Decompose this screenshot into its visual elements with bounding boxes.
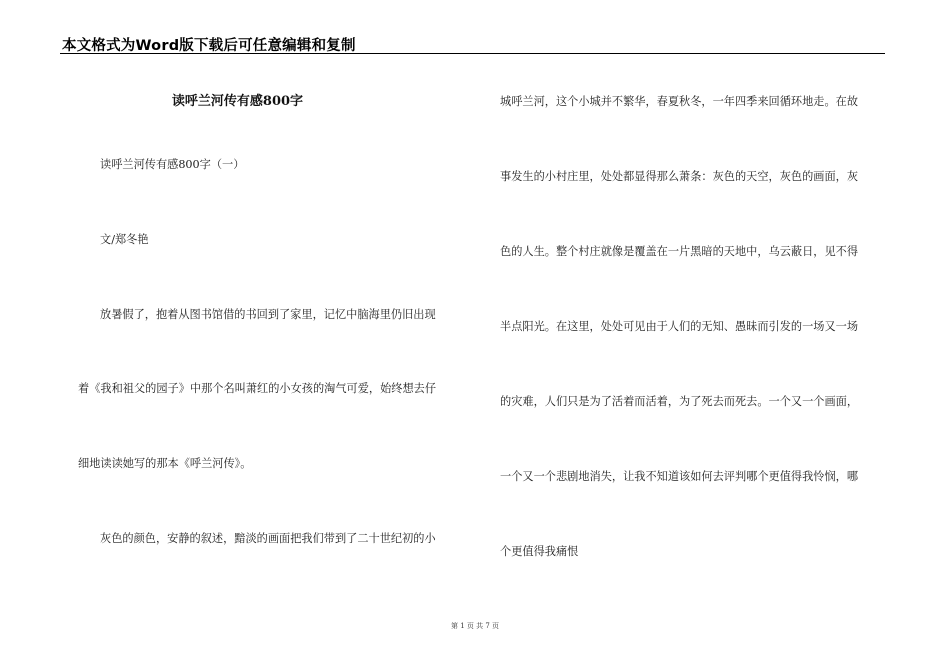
document-title: 读呼兰河传有感800字 [171, 94, 304, 109]
right-line-1: 城呼兰河，这个小城并不繁华，春夏秋冬，一年四季来回循环地走。在故 [500, 95, 859, 108]
left-line-paragraph1-1: 放暑假了，抱着从图书馆借的书回到了家里，记忆中脑海里仍旧出现 [100, 308, 436, 321]
left-line-paragraph1-2: 着《我和祖父的园子》中那个名叫萧红的小女孩的淘气可爱，始终想去仔 [78, 382, 437, 395]
page-header-title: 本文格式为Word版下载后可任意编辑和复制 [62, 38, 356, 54]
right-line-3: 色的人生。整个村庄就像是覆盖在一片黑暗的天地中，乌云蔽日，见不得 [500, 245, 859, 258]
right-line-6: 一个又一个悲剧地消失，让我不知道该如何去评判哪个更值得我怜悯，哪 [500, 470, 859, 483]
header-divider [60, 53, 885, 54]
right-line-2: 事发生的小村庄里，处处都显得那么萧条：灰色的天空，灰色的画面，灰 [500, 170, 859, 183]
right-line-5: 的灾难，人们只是为了活着而活着，为了死去而死去。一个又一个画面， [500, 395, 859, 408]
page-number-text: 第 1 页 共 7 页 [450, 622, 500, 630]
left-line-subtitle: 读呼兰河传有感800字（一） [100, 158, 245, 171]
right-line-4: 半点阳光。在这里，处处可见由于人们的无知、愚昧而引发的一场又一场 [500, 320, 859, 333]
right-line-7: 个更值得我痛恨 [500, 545, 579, 558]
page-footer [0, 621, 950, 631]
left-line-paragraph2-1: 灰色的颜色，安静的叙述，黯淡的画面把我们带到了二十世纪初的小 [100, 532, 436, 545]
left-line-paragraph1-3: 细地读读她写的那本《呼兰河传》。 [78, 457, 252, 470]
left-line-author: 文/郑冬艳 [100, 233, 149, 246]
